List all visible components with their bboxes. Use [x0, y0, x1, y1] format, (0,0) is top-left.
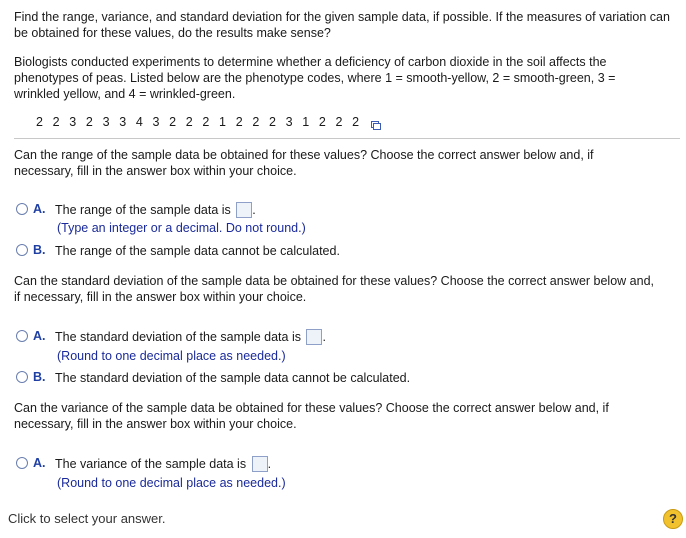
data-value: 3	[69, 115, 77, 129]
data-value: 2	[52, 115, 60, 129]
stdev-option-b-radio[interactable]	[16, 371, 28, 383]
range-question: Can the range of the sample data be obtained for these values? Choose the correct answer below and, if necessary, fill in the answer box within your choice.	[14, 148, 594, 178]
range-option-b-radio[interactable]	[16, 244, 28, 256]
option-letter: A.	[33, 456, 46, 470]
divider	[14, 138, 680, 139]
data-value: 2	[202, 115, 210, 129]
stdev-hint: (Round to one decimal place as needed.)	[57, 349, 286, 363]
data-value: 4	[135, 115, 143, 129]
data-value: 2	[169, 115, 177, 129]
data-value: 2	[352, 115, 360, 129]
data-value: 3	[119, 115, 127, 129]
data-value: 2	[36, 115, 43, 129]
stdev-option-b[interactable]	[16, 370, 410, 386]
stdev-option-b-text: The standard deviation of the sample data cannot be calculated.	[55, 371, 411, 385]
variance-question: Can the variance of the sample data be obtained for these values? Choose the correct answer below and, if necessary, fill in the answer box within your choice.	[14, 401, 609, 431]
stdev-answer-box[interactable]	[306, 329, 322, 345]
stdev-option-a[interactable]: A. The standard deviation of the sample data is .	[16, 329, 326, 345]
data-value: 3	[102, 115, 110, 129]
range-option-b-text: The range of the sample data cannot be calculated.	[55, 244, 340, 258]
variance-answer-box[interactable]	[252, 456, 268, 472]
option-letter: B.	[33, 243, 46, 257]
problem-context: Biologists conducted experiments to determine whether a deficiency of carbon dioxide in the soil affects the phenotypes of peas. Listed below are the phenotype codes, where 1 = smooth-yellow, 2 = smooth-green, 3 = wrinkled yellow, and 4 = wrinkled-green.	[14, 55, 616, 101]
data-value: 2	[85, 115, 93, 129]
data-value: 2	[268, 115, 276, 129]
range-hint: (Type an integer or a decimal. Do not round.)	[57, 221, 306, 235]
option-letter: A.	[33, 202, 46, 216]
data-values	[36, 115, 381, 129]
stdev-question: Can the standard deviation of the sample data be obtained for these values? Choose the correct answer below and, if necessary, fill in the answer box within your choice.	[14, 274, 654, 304]
variance-hint: (Round to one decimal place as needed.)	[57, 476, 286, 490]
data-value: 2	[185, 115, 193, 129]
range-option-a[interactable]: A. The range of the sample data is .	[16, 202, 256, 218]
range-option-b[interactable]	[16, 243, 340, 259]
data-value: 3	[285, 115, 293, 129]
data-value: 3	[152, 115, 160, 129]
problem-intro: Find the range, variance, and standard deviation for the given sample data, if possible. If the measures of variation can be obtained for these values, do the results make sense?	[14, 10, 670, 40]
status-footer: Click to select your answer.	[8, 511, 166, 526]
variance-option-a[interactable]: A. The variance of the sample data is .	[16, 456, 271, 472]
data-value: 1	[302, 115, 310, 129]
data-value: 2	[252, 115, 260, 129]
stdev-option-a-radio[interactable]	[16, 330, 28, 342]
range-option-a-radio[interactable]	[16, 203, 28, 215]
option-letter: A.	[33, 329, 46, 343]
copy-data-icon[interactable]	[371, 119, 381, 128]
variance-option-a-radio[interactable]	[16, 457, 28, 469]
data-value: 2	[235, 115, 243, 129]
option-letter: B.	[33, 370, 46, 384]
variance-option-a-text: The variance of the sample data is	[55, 457, 247, 471]
range-option-a-text: The range of the sample data is	[55, 203, 231, 217]
data-value: 2	[318, 115, 326, 129]
data-value: 2	[335, 115, 343, 129]
help-button[interactable]: ?	[663, 509, 683, 529]
range-answer-box[interactable]	[236, 202, 252, 218]
stdev-option-a-text: The standard deviation of the sample data is	[55, 330, 301, 344]
data-value: 1	[219, 115, 226, 129]
